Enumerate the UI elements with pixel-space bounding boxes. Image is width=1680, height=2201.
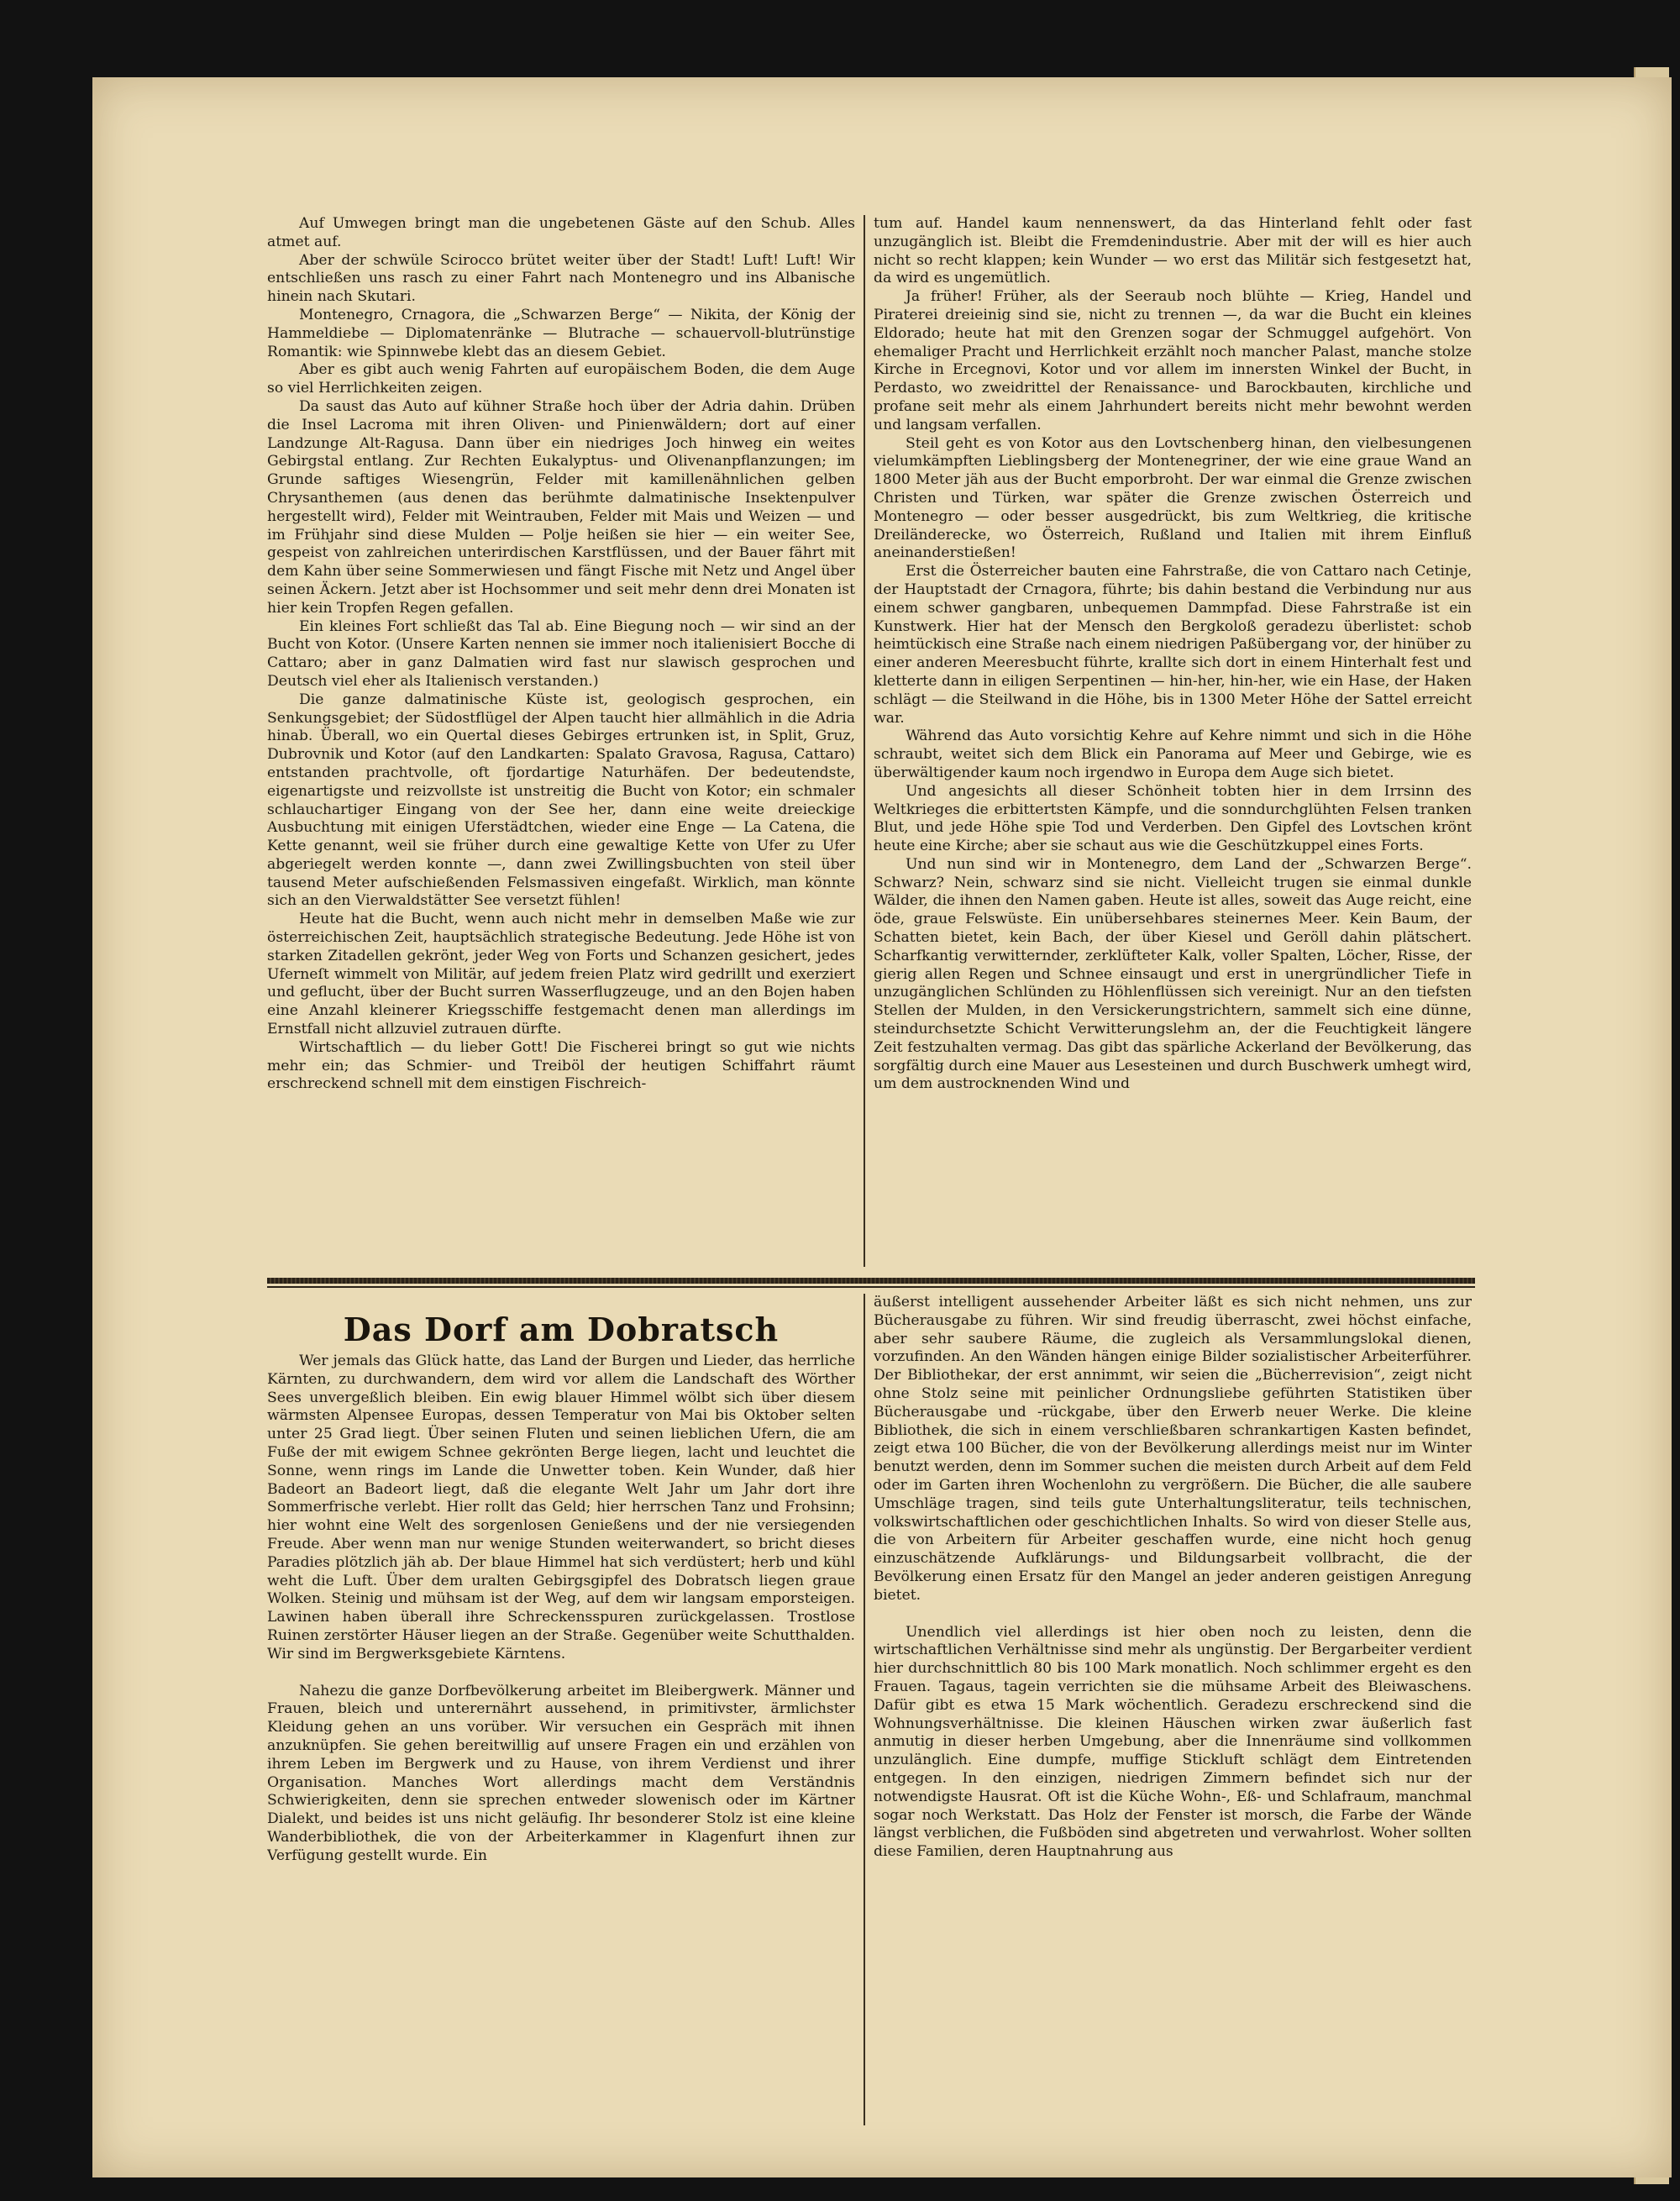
paragraph: Montenegro, Crnagora, die „Schwarzen Berge“ — Nikita, der König der Hammeldiebe — Diplomatenränke — Blutrache — schauervoll-blutrünstige Romantik: wie Spinnwebe klebt das an diesem Gebiet. xyxy=(267,306,855,360)
column-rule xyxy=(864,1294,865,2125)
article2-right-column xyxy=(874,1294,1472,2125)
article2-headline: Das Dorf am Dobratsch xyxy=(343,1311,780,1348)
paragraph: Heute hat die Bucht, wenn auch nicht mehr in demselben Maße wie zur österreichischen Zeit, hauptsächlich strategische Bedeutung. Jede Höhe ist von starken Zitadellen gekrönt, jeder Weg von Forts und Schanzen gesichert, jedes Uferneſt wimmelt von Militär, auf jedem freien Platz wird gedrillt und exerziert und geflucht, über der Bucht surren Wasserflugzeuge, und an den Bojen haben eine Anzahl kleinerer Kriegsschiffe festgemacht denen man allerdings im Ernstfall nicht allzuviel zutrauen dürfte. xyxy=(267,911,855,1038)
paragraph: Wirtschaftlich — du lieber Gott! Die Fischerei bringt so gut wie nichts mehr ein; das Schmier- und Treiböl der heutigen Schiffahrt räumt erschreckend schnell mit dem einstigen Fischreich- xyxy=(267,1038,855,1093)
section-divider-thin xyxy=(267,1286,1475,1288)
paragraph: Wer jemals das Glück hatte, das Land der Burgen und Lieder, das herrliche Kärnten, zu durchwandern, dem wird vor allem die Landschaft des Wörther Sees unvergeßlich bleiben. Ein ewig blauer Himmel wölbt sich über diesem wärmsten Alpensee Europas, dessen Temperatur von Mai bis Oktober selten unter 25 Grad liegt. Über seinen Fluten und seinen lieblichen Ufern, die am Fuße der mit ewigem Schnee gekrönten Berge liegen, lacht und leuchtet die Sonne, wenn rings im Lande die Unwetter toben. Kein Wunder, daß hier Badeort an Badeort liegt, daß die elegante Welt Jahr um Jahr dort ihre Sommerfrische verlebt. Hier rollt das Geld; hier herrschen Tanz und Frohsinn; hier wohnt eine Welt des sorgenlosen Genießens und der nie versiegenden Freude. Aber wenn man nur wenige Stunden weiterwandert, so bricht dieses Paradies plötzlich jäh ab. Der blaue Himmel hat sich verdüstert; herb und kühl weht die Luft. Über dem uralten Gebirgsgipfel des Dobratsch liegen graue Wolken. Steinig und mühsam ist der Weg, auf dem wir langsam emporsteigen. Lawinen haben überall ihre Schreckensspuren zurückgelassen. Trostlose Ruinen zerstörter Häuser liegen an der Straße. Gegenüber weite Schutthalden. Wir sind im Bergwerksgebiete Kärntens. xyxy=(267,1353,855,1663)
paragraph: Die ganze dalmatinische Küste ist, geologisch gesprochen, ein Senkungsgebiet; der Südostflügel der Alpen taucht hier allmählich in die Adria hinab. Überall, wo ein Quertal dieses Gebirges ertrunken ist, in Split, Gruz, Dubrovnik und Kotor (auf den Landkarten: Spalato Gravosa, Ragusa, Cattaro) entstanden prachtvolle, oft fjordartige Naturhäfen. Der bedeutendste, eigenartigste und reizvollste ist unstreitig die Bucht von Kotor; ein schmaler schlauchartiger Eingang von der See her, dann eine weite dreieckige Ausbuchtung mit einigen Uferstädtchen, wieder eine Enge — La Catena, die Kette genannt, weil sie früher durch eine gewaltige Kette von Ufer zu Ufer abgeriegelt werden konnte —, dann zwei Zwillingsbuchten von steil über tausend Meter aufschießenden Felsmassiven eingefaßt. Wirklich, man könnte sich an den Vierwaldstätter See versetzt fühlen! xyxy=(267,691,855,910)
article2-left-column xyxy=(267,1353,855,2125)
paragraph: Aber der schwüle Scirocco brütet weiter über der Stadt! Luft! Luft! Wir entschließen uns rasch zu einer Fahrt nach Montenegro und ins Albanische hinein nach Skutari. xyxy=(267,251,855,306)
paragraph: Auf Umwegen bringt man die ungebetenen Gäste auf den Schub. Alles atmet auf. xyxy=(267,215,855,250)
paragraph: Da saust das Auto auf kühner Straße hoch über der Adria dahin. Drüben die Insel Lacroma mit ihren Oliven- und Pinienwäldern; dort auf einer Landzunge Alt-Ragusa. Dann über ein niedriges Joch hinweg ein weites Gebirgstal entlang. Zur Rechten Eukalyptus- und Olivenanpflanzungen; im Grunde saftiges Wiesengrün, Felder mit kamillenähnlichen gelben Chrysanthemen (aus denen das berühmte dalmatinische Insektenpulver hergestellt wird), Felder mit Weintrauben, Felder mit Mais und Weizen — und im Frühjahr sind diese Mulden — Polje heißen sie hier — ein weiter See, gespeist von zahlreichen unterirdischen Karstflüssen, und der Bauer fährt mit dem Kahn über seine Sommerwiesen und fängt Fische mit Netz und Angel über seinen Äckern. Jetzt aber ist Hochsommer und seit mehr denn drei Monaten ist hier kein Tropfen Regen gefallen. xyxy=(267,397,855,617)
section-divider xyxy=(267,1278,1475,1284)
article1-left-column xyxy=(267,215,855,1265)
article1-right-column xyxy=(874,215,1472,1265)
paragraph: Und angesichts all dieser Schönheit tobten hier in dem Irrsinn des Weltkrieges die erbittertsten Kämpfe, und die sonndurchglühten Felsen tranken Blut, und jede Höhe spie Tod und Verderben. Den Gipfel des Lovtschen krönt heute eine Kirche; aber sie schaut aus wie die Geschützkuppel eines Forts. xyxy=(874,782,1472,855)
paragraph: äußerst intelligent aussehender Arbeiter läßt es sich nicht nehmen, uns zur Bücherausgabe zu führen. Wir sind freudig überrascht, zwei höchst einfache, aber sehr saubere Räume, die zugleich als Versammlungslokal dienen, vorzufinden. An den Wänden hängen einige Bilder sozialistischer Arbeiterführer. Der Bibliothekar, der erst annimmt, wir seien die „Bücherrevision“, zeigt nicht ohne Stolz seine mit peinlicher Ordnungsliebe geführten Statistiken über Bücherausgabe und -rückgabe, über den Erwerb neuer Werke. Die kleine Bibliothek, die sich in einem verschließbaren schrankartigen Kasten befindet, zeigt etwa 100 Bücher, die von der Bevölkerung allerdings meist nur im Winter benutzt werden, denn im Sommer suchen die meisten durch Arbeit auf dem Feld oder im Garten ihren Wochenlohn zu vergrößern. Die Bücher, die alle saubere Umschläge tragen, sind teils gute Unterhaltungsliteratur, teils technischen, volkswirtschaftlichen oder geschichtlichen Inhalts. So wird von dieser Stelle aus, die von Arbeitern für Arbeiter geschaffen wurde, eine nicht hoch genug einzuschätzende Aufklärungs- und Bildungsarbeit vollbracht, die der Bevölkerung einen Ersatz für den Mangel an jeder anderen geistigen Anregung bietet. xyxy=(874,1294,1472,1604)
paragraph: Während das Auto vorsichtig Kehre auf Kehre nimmt und sich in die Höhe schraubt, weitet sich dem Blick ein Panorama auf Meer und Gebirge, wie es überwältigender kaum noch irgendwo in Europa dem Auge sich bietet. xyxy=(874,728,1472,781)
column-rule xyxy=(864,215,865,1267)
paragraph: Ein kleines Fort schließt das Tal ab. Eine Biegung noch — wir sind an der Bucht von Kotor. (Unsere Karten nennen sie immer noch italienisiert Bocche di Cattaro; aber in ganz Dalmatien wird fast nur slawisch gesprochen und Deutsch viel eher als Italienisch verstanden.) xyxy=(267,617,855,690)
paragraph: Erst die Österreicher bauten eine Fahrstraße, die von Cattaro nach Cetinje, der Hauptstadt der Crnagora, führte; bis dahin bestand die Verbindung nur aus einem schwer gangbaren, unbequemen Dammpfad. Diese Fahrstraße ist ein Kunstwerk. Hier hat der Mensch den Bergkoloß geradezu überlistet: schob heimtückisch eine Straße nach einem niedrigen Paßübergang vor, der hinüber zu einer anderen Meeresbucht führte, krallte sich dort in einem Hinterhalt fest und kletterte dann in eiligen Serpentinen — hin-her, hin-her, wie ein Hase, der Haken schlägt — die Steilwand in die Höhe, bis in 1300 Meter Höhe der Sattel erreicht war. xyxy=(874,563,1472,727)
paragraph: Ja früher! Früher, als der Seeraub noch blühte — Krieg, Handel und Piraterei dreieinig sind sie, nicht zu trennen —, da war die Bucht ein kleines Eldorado; heute hat mit den Grenzen sogar der Schmuggel aufgehört. Von ehemaliger Pracht und Herrlichkeit erzählt noch mancher Palast, manche stolze Kirche in Ercegnovi, Kotor und vor allem im innersten Winkel der Bucht, in Perdasto, wo zweidrittel der Renaissance- und Barockbauten, kirchliche und profane seit mehr als einem Jahrhundert bereits nicht mehr bewohnt werden und langsam verfallen. xyxy=(874,288,1472,433)
paragraph: tum auf. Handel kaum nennenswert, da das Hinterland fehlt oder fast unzugänglich ist. Bleibt die Fremdenindustrie. Aber mit der will es hier auch nicht so recht klappen; kein Wunder — wo erst das Militär sich festgesetzt hat, da wird es ungemütlich. xyxy=(874,215,1472,287)
paragraph: Unendlich viel allerdings ist hier oben noch zu leisten, denn die wirtschaftlichen Verhältnisse sind mehr als ungünstig. Der Bergarbeiter verdient hier durchschnittlich 80 bis 100 Mark monatlich. Noch schlimmer ergeht es den Frauen. Tagaus, tagein verrichten sie die mühsame Arbeit des Bleiwaschens. Dafür gibt es etwa 15 Mark wöchentlich. Geradezu erschreckend sind die Wohnungsverhältnisse. Die kleinen Häuschen wirken zwar äußerlich fast anmutig in dieser herben Umgebung, aber die Innenräume sind vollkommen unzulänglich. Eine dumpfe, muffige Stickluft schlägt dem Eintretenden entgegen. In den einzigen, niedrigen Zimmern befindet sich nur der notwendigste Hausrat. Oft ist die Küche Wohn-, Eß- und Schlafraum, manchmal sogar noch Werkstatt. Das Holz der Fenster ist morsch, die Farbe der Wände längst verblichen, die Fußböden sind abgetreten und verwahrlost. Woher sollten diese Familien, deren Hauptnahrung aus xyxy=(874,1623,1472,1861)
paragraph: Aber es gibt auch wenig Fahrten auf europäischem Boden, die dem Auge so viel Herrlichkeiten zeigen. xyxy=(267,361,855,397)
paragraph: Steil geht es von Kotor aus den Lovtschenberg hinan, den vielbesungenen vielumkämpften Lieblingsberg der Montenegriner, der wie eine graue Wand an 1800 Meter jäh aus der Bucht emporbroht. Der war einmal die Grenze zwischen Christen und Türken, war später die Grenze zwischen Österreich und Montenegro — oder besser ausgedrückt, bis zum Weltkrieg, die kritische Dreiländerecke, wo Österreich, Rußland und Italien mit ihrem Einfluß aneinanderstießen! xyxy=(874,434,1472,562)
paragraph: Und nun sind wir in Montenegro, dem Land der „Schwarzen Berge“. Schwarz? Nein, schwarz sind sie nicht. Vielleicht trugen sie einmal dunkle Wälder, die ihnen den Namen gaben. Heute ist alles, soweit das Auge reicht, eine öde, graue Felswüste. Ein unübersehbares steinernes Meer. Kein Baum, der Schatten bietet, kein Bach, der über Kiesel und Geröll dahin plätschert. Scharfkantig verwitternder, zerklüfteter Kalk, voller Spalten, Löcher, Risse, der gierig allen Regen und Schnee einsaugt und erst in unergründlicher Tiefe in unzugänglichen Schlünden zu Höhlenflüssen sich vereinigt. Nur an den tiefsten Stellen der Mulden, in den Versickerungstrichtern, sammelt sich eine dünne, steindurchsetzte Schicht Verwitterungslehm an, der die Feuchtigkeit längere Zeit festzuhalten vermag. Das gibt das spärliche Ackerland der Bevölkerung, das sorgfältig durch eine Mauer aus Lesesteinen und durch Buschwerk umhegt wird, um dem austrocknenden Wind und xyxy=(874,855,1472,1093)
paragraph: Nahezu die ganze Dorfbevölkerung arbeitet im Bleibergwerk. Männer und Frauen, bleich und unterernährt aussehend, in primitivster, ärmlichster Kleidung gehen an uns vorüber. Wir versuchen ein Gespräch mit ihnen anzuknüpfen. Sie gehen bereitwillig auf unsere Fragen ein und erzählen von ihrem Leben im Bergwerk und zu Hause, von ihrem Verdienst und ihrer Organisation. Manches Wort allerdings macht dem Verständnis Schwierigkeiten, denn sie sprechen entweder slowenisch oder im Kärtner Dialekt, und beides ist uns nicht geläufig. Ihr besonderer Stolz ist eine kleine Wanderbibliothek, die von der Arbeiterkammer in Klagenfurt ihnen zur Verfügung gestellt wurde. Ein xyxy=(267,1682,855,1864)
